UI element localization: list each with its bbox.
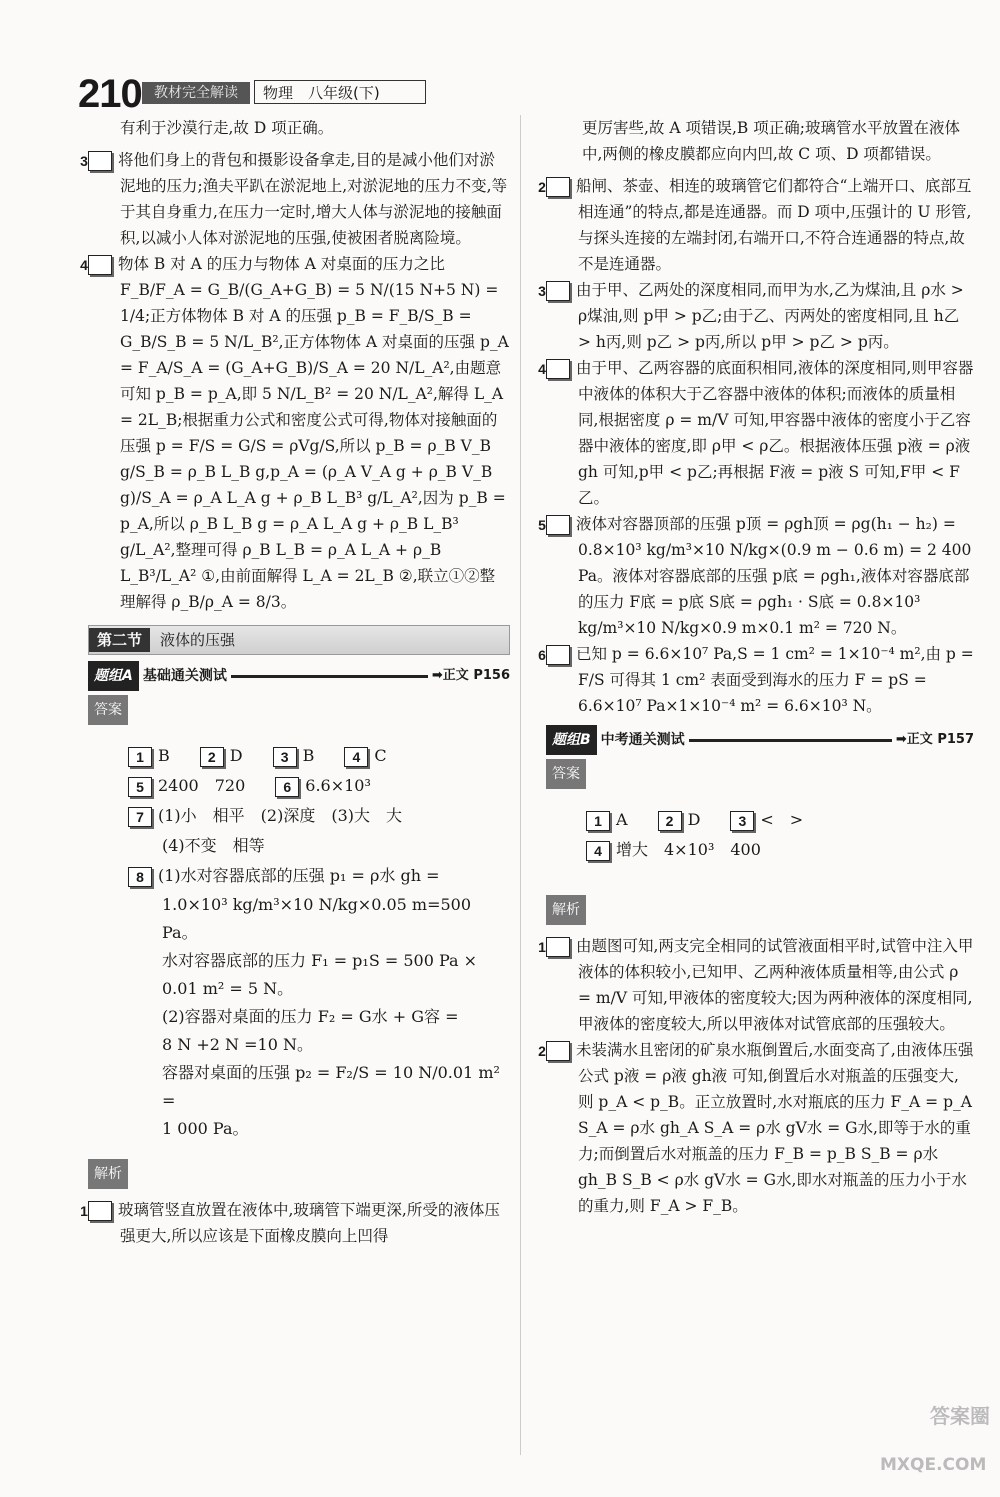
continued-text: 有利于沙漠行走,故 D 项正确。 xyxy=(120,119,334,137)
group-a-header: 题组A 基础通关测试 ➡正文 P156 xyxy=(88,665,510,687)
continued-text-right: 更厉害些,故 A 项错误,B 项正确;玻璃管水平放置在液体中,两侧的橡皮膜都应向内凹,故 C 项、D 项都错误。 xyxy=(582,119,960,163)
answer-label: 答案 xyxy=(88,695,128,725)
section-header: 第二节 液体的压强 xyxy=(88,625,510,655)
subject-label: 物理 八年级(下) xyxy=(254,80,426,104)
answer-item-2: 2 船闸、茶壶、相连的玻璃管它们都符合“上端开口、底部互相连通”的特点,都是连通器。而 D 项中,压强计的 U 形管,与探头连接的左端封闭,右端开口,不符合连通器的特点,故不是连通器。 xyxy=(538,177,972,273)
group-b-header: 题组B 中考通关测试 ➡正文 P157 xyxy=(546,729,974,751)
analysis-label-b: 解析 xyxy=(546,895,586,925)
item-8-lines: 1.0×10³ kg/m³×10 N/kg×0.05 m=500 Pa。 水对容器底部的压力 F₁ = p₁S = 500 Pa × 0.01 m² = 5 N。 (2)容器对桌面的压力 F₂ = G水 + G容 = 8 N +2 N =10 N。 容器对桌面的压强 p₂ = F₂/S = 10 N/0.01 m² = 1 000 Pa。 xyxy=(162,895,500,1138)
analysis-label: 解析 xyxy=(88,1159,128,1189)
answer-grid-a: 1 B 2 D 3 B 4 C 5 2400 720 6 6.6×10³ 7 (1)小 相平 (2)深度 (3)大 大 (4)不变 相等 8 (1)水对容器底部的压强 p₁ = ρ水 gh = 1.0×10³ kg/m³×10 N/kg×0.05 m=500 Pa。 水对容器底部的压力 F₁ = p₁S = 500 Pa × 0.01 m² = 5 N。 (2)容器对桌面的压力 F₂ = G水 + G容 = 8 N +2 N =10 N。 容器对桌面的压强 p₂ = F₂/S = 10 N/0.01 m² = 1 000 Pa。 xyxy=(88,741,510,1143)
right-column xyxy=(538,115,974,1219)
analysis-b-item-2: 2 未装满水且密闭的矿泉水瓶倒置后,水面变高了,由液体压强公式 p液 = ρ液 gh液 可知,倒置后水对瓶盖的压强变大,则 p_A < p_B。正立放置时,水对瓶底的压力 F_A = p_A S_A = ρ水 gh_A S_A = ρ水 gV水 = G水,即等于水的重力;而倒置后水对瓶盖的压力 F_B = p_B S_B = ρ水 gh_B S_B < ρ水 gV水 = G水,即水对瓶盖的压力小于水的重力,则 F_A > F_B。 xyxy=(538,1041,974,1215)
series-tag: 教材完全解读 xyxy=(142,82,250,104)
answer-item-5: 5 液体对容器顶部的压强 p顶 = ρgh顶 = ρg(h₁ − h₂) = 0.8×10³ kg/m³×10 N/kg×(0.9 m − 0.6 m) = 2 400 Pa。液体对容器底部的压强 p底 = ρgh₁,液体对容器底部的压力 F底 = p底 S底 = ρgh₁ · S底 = 0.8×10³ kg/m³×10 N/kg×0.9 m×0.1 m² = 720 N。 xyxy=(538,515,972,637)
answer-item-4: 4 物体 B 对 A 的压力与物体 A 对桌面的压力之比 F_B/F_A = G_B/(G_A+G_B) = 5 N/(15 N+5 N) = 1/4;正方体物体 B 对 A 的压强 p_B = F_B/S_B = G_B/S_B = 5 N/L_B²,正方体物体 A 对桌面的压强 p_A = F_A/S_A = (G_A+G_B)/S_A = 20 N/L_A²,由题意可知 p_B = p_A,即 5 N/L_B² = 20 N/L_A²,解得 L_A = 2L_B;根据重力公式和密度公式可得,物体对接触面的压强 p = F/S = G/S = ρVg/S,所以 p_B = ρ_B V_B g/S_B = ρ_B L_B g,p_A = (ρ_A V_A g + ρ_B V_B g)/S_A = ρ_A L_A g + ρ_B L_B³ g/L_A²,因为 p_B = p_A,所以 ρ_B L_B g = ρ_A L_A g + ρ_B L_B³ g/L_A²,整理可得 ρ_B L_B = ρ_A L_A + ρ_B L_B³/L_A² ①,由前面解得 L_A = 2L_B ②,联立①②整理解得 ρ_B/ρ_A = 8/3。 xyxy=(80,255,509,611)
answer-item-3-right: 3 由于甲、乙两处的深度相同,而甲为水,乙为煤油,且 ρ水 > ρ煤油,则 p甲 > p乙;由于乙、丙两处的密度相同,且 h乙 > h丙,则 p乙 > p丙,所以 p甲 > p乙 > p丙。 xyxy=(538,281,964,351)
analysis-item-1: 1 玻璃管竖直放置在液体中,玻璃管下端更深,所受的液体压强更大,所以应该是下面橡皮膜向上凹得 xyxy=(80,1201,500,1245)
left-column xyxy=(80,115,510,1249)
page-number: 210 xyxy=(78,72,142,116)
answer-grid-b: 1 A 2 D 3 < > 4 增大 4×10³ 400 xyxy=(546,805,974,865)
watermark-url: MXQE.COM xyxy=(880,1455,987,1475)
watermark-logo: 答案圈 xyxy=(930,1404,990,1428)
column-divider xyxy=(520,115,521,1455)
answer-label-b: 答案 xyxy=(546,759,586,789)
analysis-b-item-1: 1 由题图可知,两支完全相同的试管液面相平时,试管中注入甲液体的体积较小,已知甲、乙两种液体质量相等,由公式 ρ = m/V 可知,甲液体的密度较大;因为两种液体的深度相同,甲液体的密度较大,所以甲液体对试管底部的压强较大。 xyxy=(538,937,974,1033)
answer-item-6: 6 已知 p = 6.6×10⁷ Pa,S = 1 cm² = 1×10⁻⁴ m²,由 p = F/S 可得其 1 cm² 表面受到海水的压力 F = pS = 6.6×10⁷ Pa×1×10⁻⁴ m² = 6.6×10³ N。 xyxy=(538,645,974,715)
answer-item-3: 3 将他们身上的背包和摄影设备拿走,目的是减小他们对淤泥地的压力;渔夫平趴在淤泥地上,对淤泥地的压力不变,等于其自身重力,在压力一定时,增大人体与淤泥地的接触面积,以减小人体对淤泥地的压强,使被困者脱离险境。 xyxy=(80,151,508,247)
answer-item-4-right: 4 由于甲、乙两容器的底面积相同,液体的深度相同,则甲容器中液体的体积大于乙容器中液体的体积;而液体的质量相同,根据密度 ρ = m/V 可知,甲容器中液体的密度小于乙容器中液体的密度,即 ρ甲 < ρ乙。根据液体压强 p液 = ρ液 gh 可知,p甲 < p乙;再根据 F液 = p液 S 可知,F甲 < F乙。 xyxy=(538,359,974,507)
